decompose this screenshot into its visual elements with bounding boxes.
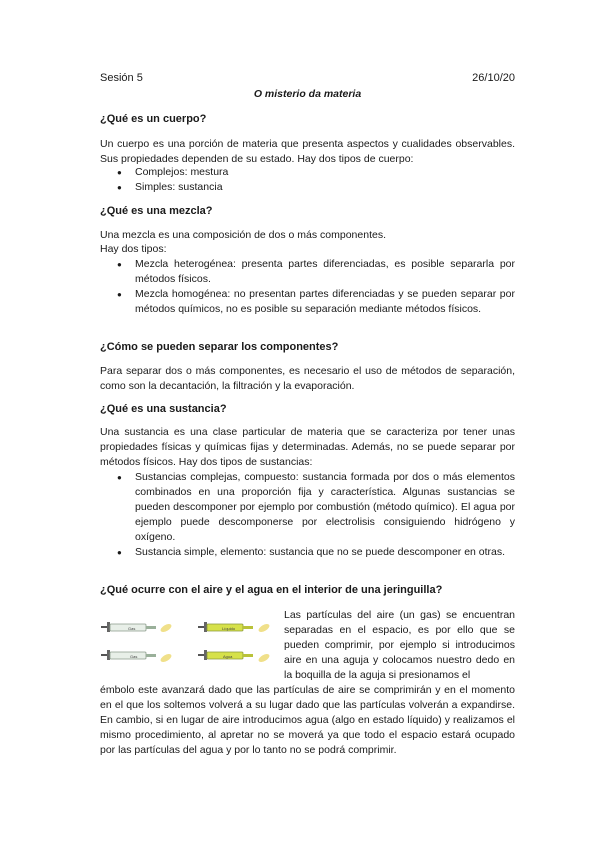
list-cuerpo [100,165,515,195]
syringe-gas-pressed-icon [101,650,173,664]
session-label: Sesión 5 [100,72,143,84]
heading-mezcla: ¿Qué es una mezcla? [100,205,213,217]
list-item: ● Sustancias complejas, compuesto: sustancia formada por dos o más elementos combinados en una proporción fija y característica. Algunas sustancias se pueden descomponer por ejemplo por combustión (método químico). El agua por ejemplo puede descomponerse por electrolisis consiguiendo hidrógeno y oxígeno. [100,470,515,545]
list-mezcla [100,257,515,317]
svg-text:Gas: Gas [130,654,138,659]
svg-text:Gas: Gas [128,626,136,631]
svg-text:Agua: Agua [223,654,233,659]
paragraph-separar: Para separar dos o más componentes, es necesario el uso de métodos de separación, como son la decantación, la filtración y la evaporación. [100,365,515,392]
paragraph-jeringuilla: émbolo este avanzará dado que las partículas de aire se comprimirán y en el momento en el que los soltemos volverá a su lugar dado que las partículas volverán a expandirse. En cambio, si en lugar de aire introducimos agua (algo en estado líquido) y realizamos el mismo procedimiento, al apretar no se moverá ya que todo el espacio estará ocupado por las partículas del agua y por lo tanto no se podrá comprimir. [100,684,515,756]
paragraph-sustancia: Una sustancia es una clase particular de materia que se caracteriza por tener unas propiedades físicas y químicas fijas y determinadas. Además, no se puede separar por métodos físicos. Hay dos tipos de sustancias: [100,426,515,468]
paragraph-mezcla-tipos: Hay dos tipos: [100,243,167,255]
list-item: ● Mezcla homogénea: no presentan partes diferenciadas y se pueden separar por métodos químicos, no es posible su separación mediante métodos físicos. [100,287,515,317]
heading-cuerpo: ¿Qué es un cuerpo? [100,113,207,125]
paragraph-jeringuilla-wrap: Las partículas del aire (un gas) se encuentran separadas en el espacio, es por ello que se pueden comprimir, por ejemplo si introducimos aire en una aguja y colocamos nuestro dedo en la boquilla de la aguja si presionamos el [284,609,515,681]
syringe-gas-icon [101,622,173,634]
list-item: ● Complejos: mestura [100,165,515,180]
list-item: ● Sustancia simple, elemento: sustancia que no se puede descomponer en otras. [100,545,515,560]
document-title: O misterio da materia [253,88,362,100]
syringe-figure [100,616,278,676]
heading-jeringuilla: ¿Qué ocurre con el aire y el agua en el interior de una jeringuilla? [100,584,443,596]
date-label: 26/10/20 [472,72,515,84]
list-item: ● Mezcla heterogénea: presenta partes diferenciadas, es posible separarla por métodos físicos. [100,257,515,287]
syringe-water-icon [198,650,271,664]
list-sustancia [100,470,515,560]
syringe-liquid-icon [198,622,271,634]
paragraph-cuerpo: Un cuerpo es una porción de materia que presenta aspectos y cualidades observables. Sus propiedades dependen de su estado. Hay dos tipos de cuerpo: [100,138,515,165]
heading-separar: ¿Cómo se pueden separar los componentes? [100,341,339,353]
list-item: ● Simples: sustancia [100,180,515,195]
heading-sustancia: ¿Qué es una sustancia? [100,403,227,415]
paragraph-mezcla: Una mezcla es una composición de dos o más componentes. [100,229,386,241]
svg-text:Líquido: Líquido [222,626,236,631]
